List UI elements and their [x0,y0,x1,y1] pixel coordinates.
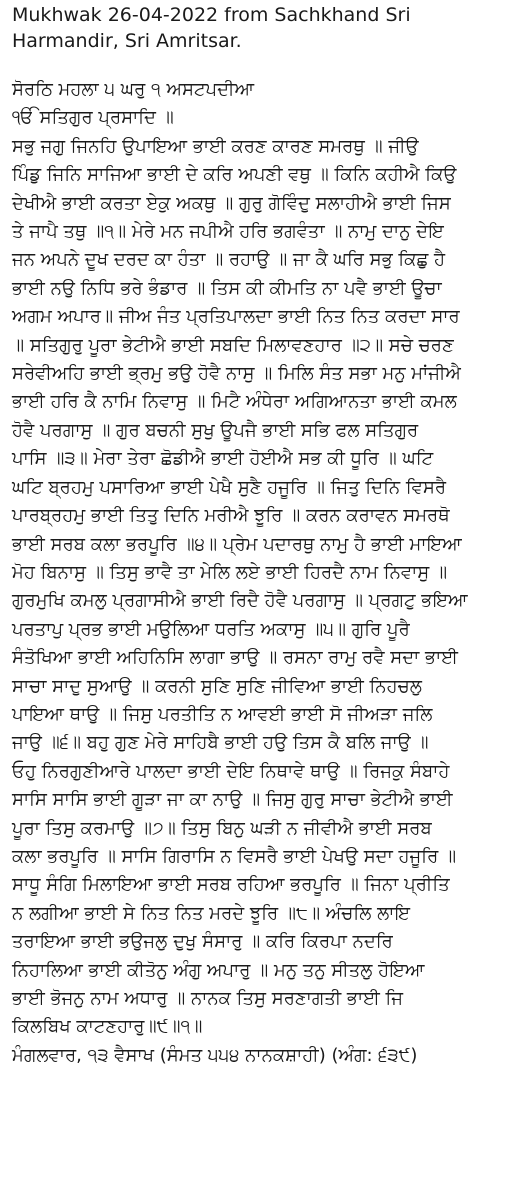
hukamnama-line: ਸਾਚਾ ਸਾਦੁ ਸੁਆਉ ॥ ਕਰਨੀ ਸੁਣਿ ਸੁਣਿ ਜੀਵਿਆ ਭਾਈ ਨਿਹਚਲੁ [12,675,422,697]
hukamnama-line: ਕਲਾ ਭਰਪੂਰਿ ॥ ਸਾਸਿ ਗਿਰਾਸਿ ਨ ਵਿਸਰੈ ਭਾਈ ਪੇਖਉ ਸਦਾ ਹਜੂਰਿ ॥ [12,845,457,867]
hukamnama-line: ੴ ਸਤਿਗੁਰ ਪ੍ਰਸਾਦਿ ॥ [12,107,174,129]
hukamnama-line: ਓਹੁ ਨਿਰਗੁਣੀਆਰੇ ਪਾਲਦਾ ਭਾਈ ਦੇਇ ਨਿਥਾਵੇ ਥਾਉ ॥ ਰਿਜਕੁ ਸੰਬਾਹੇ [12,760,450,782]
hukamnama-line: ਘਟਿ ਬ੍ਰਹਮੁ ਪਸਾਰਿਆ ਭਾਈ ਪੇਖੈ ਸੁਣੈ ਹਜੂਰਿ ॥ ਜਿਤੁ ਦਿਨਿ ਵਿਸਰੈ [12,476,447,498]
hukamnama-line: ਸੋਰਠਿ ਮਹਲਾ ੫ ਘਰੁ ੧ ਅਸਟਪਦੀਆ [12,79,255,100]
hukamnama-line: ਜਾਉ ॥੬॥ ਬਹੁ ਗੁਣ ਮੇਰੇ ਸਾਹਿਬੈ ਭਾਈ ਹਉ ਤਿਸ ਕੈ ਬਲਿ ਜਾਉ ॥ [12,732,429,754]
document-heading [12,2,509,54]
hukamnama-line: ਕਿਲਬਿਖ ਕਾਟਣਹਾਰੁ॥੯॥੧॥ [12,1016,203,1038]
hukamnama-line: ਪਾਇਆ ਥਾਉ ॥ ਜਿਸੁ ਪਰਤੀਤਿ ਨ ਆਵਈ ਭਾਈ ਸੋ ਜੀਅੜਾ ਜਲਿ [12,703,433,725]
hukamnama-line: ਭਾਈ ਸਰਬ ਕਲਾ ਭਰਪੂਰਿ ॥੪॥ ਪ੍ਰੇਮ ਪਦਾਰਥੁ ਨਾਮੁ ਹੈ ਭਾਈ ਮਾਇਆ [12,533,462,555]
hukamnama-line: ਨਿਹਾਲਿਆ ਭਾਈ ਕੀਤੋਨੁ ਅੰਗੁ ਅਪਾਰੁ ॥ ਮਨੁ ਤਨੁ ਸੀਤਲੁ ਹੋਇਆ [12,959,425,981]
heading-line-2: Harmandir, Sri Amritsar. [12,30,242,52]
hukamnama-line: ਪਰਤਾਪੁ ਪ੍ਰਭ ਭਾਈ ਮਉਲਿਆ ਧਰਤਿ ਅਕਾਸੁ ॥੫॥ ਗੁਰਿ ਪੂਰੈ [12,618,410,640]
hukamnama-line: ਅਗਮ ਅਪਾਰ॥ ਜੀਅ ਜੰਤ ਪ੍ਰਤਿਪਾਲਦਾ ਭਾਈ ਨਿਤ ਨਿਤ ਕਰਦਾ ਸਾਰ [12,306,460,328]
date-line: ਮੰਗਲਵਾਰ, ੧੩ ਵੈਸਾਖ (ਸੰਮਤ ੫੫੪ ਨਾਨਕਸ਼ਾਹੀ) (ਅੰਗ: ੬੩੯) [12,1044,418,1066]
hukamnama-line: ਪਿੰਡੁ ਜਿਨਿ ਸਾਜਿਆ ਭਾਈ ਦੇ ਕਰਿ ਅਪਣੀ ਵਥੁ ॥ ਕਿਨਿ ਕਹੀਐ ਕਿਉ [12,164,457,186]
hukamnama-line: ਸਰੇਵੀਅਹਿ ਭਾਈ ਭ੍ਰਮੁ ਭਉ ਹੋਵੈ ਨਾਸੁ ॥ ਮਿਲਿ ਸੰਤ ਸਭਾ ਮਨੁ ਮਾਂਜੀਐ [12,363,461,385]
hukamnama-line: ਗੁਰਮੁਖਿ ਕਮਲੁ ਪ੍ਰਗਾਸੀਐ ਭਾਈ ਰਿਦੈ ਹੋਵੈ ਪਰਗਾਸੁ ॥ ਪ੍ਰਗਟੁ ਭਇਆ [12,590,468,612]
hukamnama-line: ਤਰਾਇਆ ਭਾਈ ਭਉਜਲੁ ਦੁਖੁ ਸੰਸਾਰੁ ॥ ਕਰਿ ਕਿਰਪਾ ਨਦਰਿ [12,931,393,953]
hukamnama-line: ਹੋਵੈ ਪਰਗਾਸੁ ॥ ਗੁਰ ਬਚਨੀ ਸੁਖੁ ਊਪਜੈ ਭਾਈ ਸਭਿ ਫਲ ਸਤਿਗੁਰ [12,419,419,441]
hukamnama-line: ਨ ਲਗੀਆ ਭਾਈ ਸੇ ਨਿਤ ਨਿਤ ਮਰਦੇ ਝੂਰਿ ॥੮॥ ਅੰਚਲਿ ਲਾਇ [12,902,411,924]
hukamnama-line: ਜਨ ਅਪਨੇ ਦੂਖ ਦਰਦ ਕਾ ਹੰਤਾ ॥ ਰਹਾਉ ॥ ਜਾ ਕੈ ਘਰਿ ਸਭੁ ਕਿਛੁ ਹੈ [12,249,446,271]
hukamnama-line: ॥ ਸਤਿਗੁਰੁ ਪੂਰਾ ਭੇਟੀਐ ਭਾਈ ਸਬਦਿ ਮਿਲਾਵਣਹਾਰ ॥੨॥ ਸਚੇ ਚਰਣ [12,334,454,356]
hukamnama-line: ਪੂਰਾ ਤਿਸੁ ਕਰਮਾਉ ॥੭॥ ਤਿਸੁ ਬਿਨੁ ਘੜੀ ਨ ਜੀਵੀਐ ਭਾਈ ਸਰਬ [12,817,432,839]
hukamnama-line: ਪਾਸਿ ॥੩॥ ਮੇਰਾ ਤੇਰਾ ਛੋਡੀਐ ਭਾਈ ਹੋਈਐ ਸਭ ਕੀ ਧੂਰਿ ॥ ਘਟਿ [12,448,434,470]
hukamnama-line: ਸਾਸਿ ਸਾਸਿ ਭਾਈ ਗੂੜਾ ਜਾ ਕਾ ਨਾਉ ॥ ਜਿਸੁ ਗੁਰੁ ਸਾਚਾ ਭੇਟੀਐ ਭਾਈ [12,789,453,811]
hukamnama-line: ਭਾਈ ਭੋਜਨੁ ਨਾਮ ਅਧਾਰੁ ॥ ਨਾਨਕ ਤਿਸੁ ਸਰਣਾਗਤੀ ਭਾਈ ਜਿ [12,988,404,1009]
heading-line-1: Mukhwak 26-04-2022 from Sachkhand Sri [12,4,411,26]
hukamnama-line: ਸੰਤੋਖਿਆ ਭਾਈ ਅਹਿਨਿਸਿ ਲਾਗਾ ਭਾਉ ॥ ਰਸਨਾ ਰਾਮੁ ਰਵੈ ਸਦਾ ਭਾਈ [12,647,458,669]
hukamnama-line: ਸਭੁ ਜਗੁ ਜਿਨਹਿ ਉਪਾਇਆ ਭਾਈ ਕਰਣ ਕਾਰਣ ਸਮਰਥੁ ॥ ਜੀਉ [12,135,419,157]
hukamnama-line: ਤੇ ਜਾਪੈ ਤਥੁ ॥੧॥ ਮੇਰੇ ਮਨ ਜਪੀਐ ਹਰਿ ਭਗਵੰਤਾ ॥ ਨਾਮੁ ਦਾਨੁ ਦੇਇ [12,221,444,243]
hukamnama-line: ਮੋਹ ਬਿਨਾਸੁ ॥ ਤਿਸੁ ਭਾਵੈ ਤਾ ਮੇਲਿ ਲਏ ਭਾਈ ਹਿਰਦੈ ਨਾਮ ਨਿਵਾਸੁ ॥ [12,561,448,583]
hukamnama-line: ਭਾਈ ਹਰਿ ਕੈ ਨਾਮਿ ਨਿਵਾਸੁ ॥ ਮਿਟੈ ਅੰਧੇਰਾ ਅਗਿਆਨਤਾ ਭਾਈ ਕਮਲ [12,391,457,413]
hukamnama-line: ਦੇਖੀਐ ਭਾਈ ਕਰਤਾ ਏਕੁ ਅਕਥੁ ॥ ਗੁਰੁ ਗੋਵਿੰਦੁ ਸਲਾਹੀਐ ਭਾਈ ਜਿਸ [12,192,451,214]
hukamnama-line: ਭਾਈ ਨਉ ਨਿਧਿ ਭਰੇ ਭੰਡਾਰ ॥ ਤਿਸ ਕੀ ਕੀਮਤਿ ਨਾ ਪਵੈ ਭਾਈ ਊਚਾ [12,277,442,299]
hukamnama-line: ਪਾਰਬ੍ਰਹਮੁ ਭਾਈ ਤਿਤੁ ਦਿਨਿ ਮਰੀਐ ਝੂਰਿ ॥ ਕਰਨ ਕਰਾਵਨ ਸਮਰਥੋ [12,505,450,527]
hukamnama-text [12,76,509,1070]
hukamnama-line: ਸਾਧੂ ਸੰਗਿ ਮਿਲਾਇਆ ਭਾਈ ਸਰਬ ਰਹਿਆ ਭਰਪੂਰਿ ॥ ਜਿਨਾ ਪ੍ਰੀਤਿ [12,874,450,896]
